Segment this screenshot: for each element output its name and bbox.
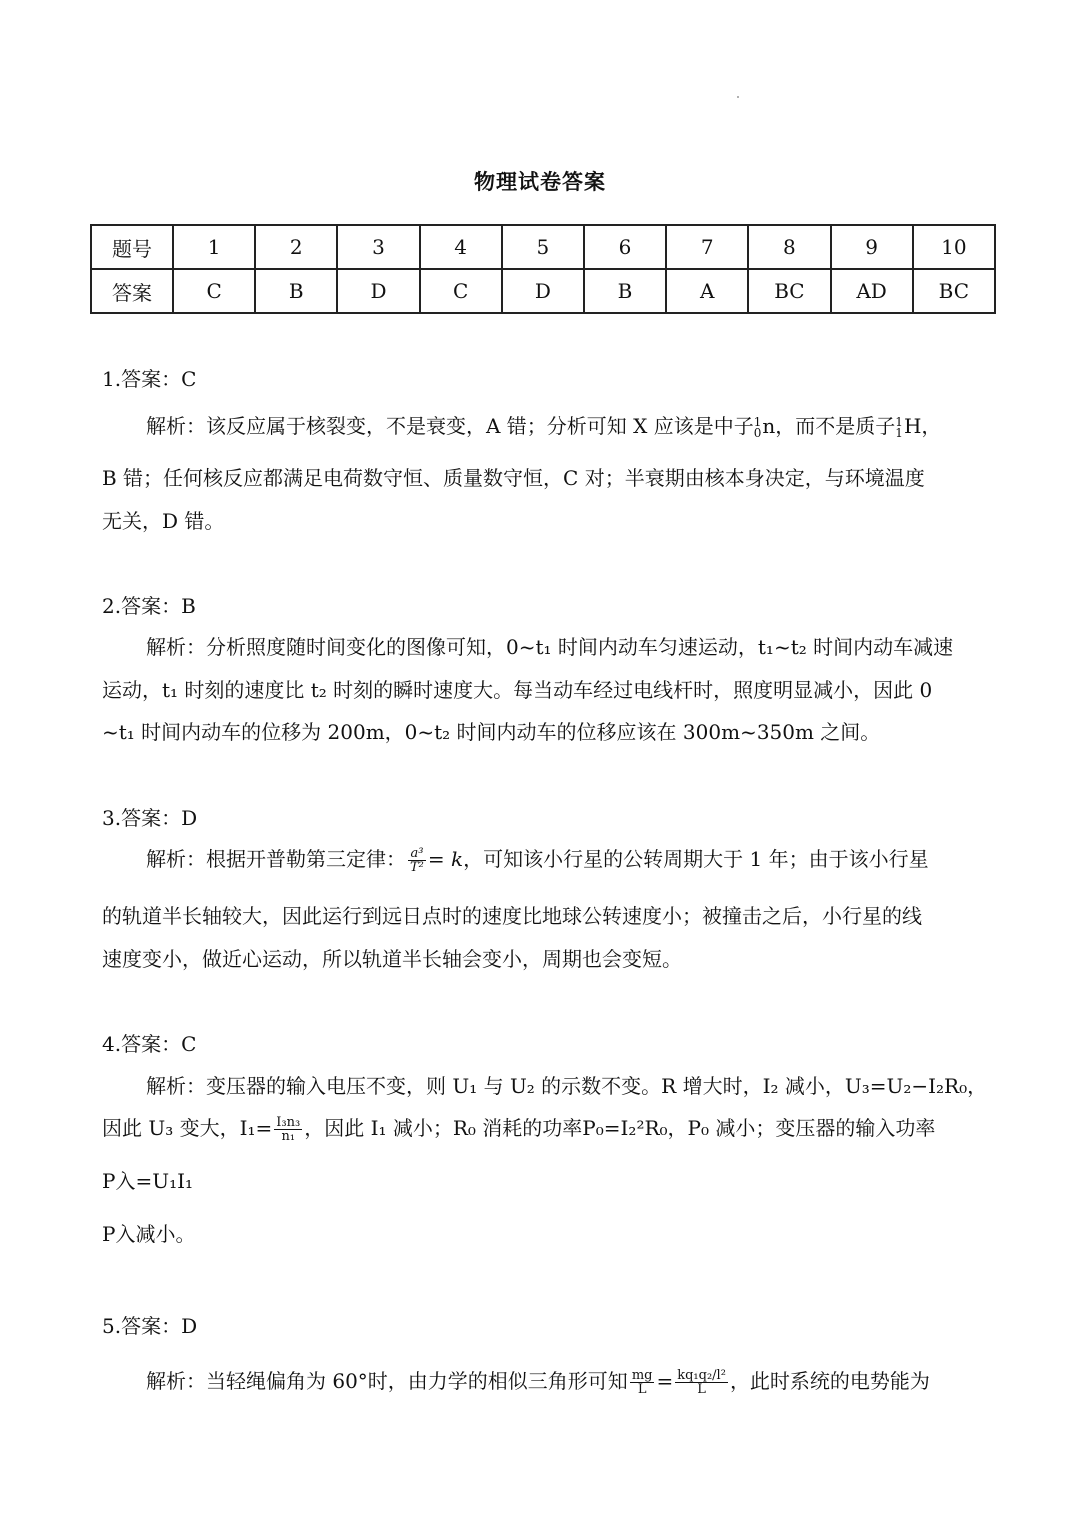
force-fraction: $\frac{mg}{L}$ [631, 1368, 653, 1397]
q5-text: 解析：当轻绳偏角为 60°时，由力学的相似三角形可知 [146, 1369, 628, 1393]
q4-text: ，P₀ 减小；变压器的输入功率 [667, 1116, 936, 1140]
answer-table [90, 224, 996, 314]
q4-heading: 4.答案：C [102, 1032, 197, 1056]
table-cell: 6 [584, 225, 666, 269]
q1-text: 解析：该反应属于核裂变，不是衰变，A 错；分析可知 X 应该是中子 [146, 414, 754, 438]
q4-text: 因此 U₃ 变大， [102, 1116, 240, 1140]
table-cell: AD [831, 269, 913, 313]
q2-heading: 2.答案：B [102, 594, 196, 618]
proton-notation: 1 1 [895, 414, 903, 440]
q3-text: 解析：根据开普勒第三定律： [146, 847, 406, 871]
q1-line-2: B 错；任何核反应都满足电荷数守恒、质量数守恒，C 对；半衰期由核本身决定，与环境温度 [102, 466, 925, 490]
question-number-row [91, 225, 995, 269]
row-label-number: 题号 [91, 225, 173, 269]
q5-heading: 5.答案：D [102, 1314, 198, 1338]
table-cell: BC [748, 269, 830, 313]
table-cell: 1 [173, 225, 255, 269]
table-cell: BC [913, 269, 995, 313]
q4-line-3: P入=U₁I₁ [102, 1169, 194, 1193]
neutron-symbol: n [762, 414, 776, 438]
q2-line-1: 解析：分析照度随时间变化的图像可知，0~t₁ 时间内动车匀速运动，t₁~t₂ 时间内动车减速 [146, 635, 954, 659]
scan-speck [737, 96, 739, 98]
q3-text: ，可知该小行星的公转周期大于 1 年；由于该小行星 [463, 847, 929, 871]
q1-line-1 [146, 410, 941, 439]
table-cell: 10 [913, 225, 995, 269]
table-cell: 4 [420, 225, 502, 269]
table-cell: B [584, 269, 666, 313]
q1-heading: 1.答案：C [102, 367, 197, 391]
table-cell: 8 [748, 225, 830, 269]
q4-text: ，因此 I₁ 减小；R₀ 消耗的功率 [304, 1116, 583, 1140]
table-cell: D [337, 269, 419, 313]
q5-line-1 [146, 1365, 930, 1396]
coulomb-fraction: $\frac{\text{kq₁q₂/l²}}{L}$ [677, 1368, 726, 1397]
table-cell: A [666, 269, 748, 313]
q1-text: ，而不是质子 [775, 414, 896, 438]
table-cell: 7 [666, 225, 748, 269]
table-cell: 2 [255, 225, 337, 269]
table-cell: B [255, 269, 337, 313]
answer-row [91, 269, 995, 313]
q3-line-2: 的轨道半长轴较大，因此运行到远日点时的速度比地球公转速度小；被撞击之后，小行星的线 [102, 904, 922, 928]
table-cell: 9 [831, 225, 913, 269]
page-title: 物理试卷答案 [474, 169, 606, 194]
table-cell: C [420, 269, 502, 313]
proton-symbol: H， [903, 414, 942, 438]
q3-heading: 3.答案：D [102, 806, 198, 830]
power-formula: P₀=I₂²R₀ [582, 1116, 668, 1140]
q4-line-4: P入减小。 [102, 1222, 196, 1246]
kepler-rhs: = k [427, 847, 464, 871]
q4-line-1: 解析：变压器的输入电压不变，则 U₁ 与 U₂ 的示数不变。R 增大时，I₂ 减小，U₃=U₂−I₂R₀， [146, 1074, 988, 1098]
q3-line-1 [146, 843, 929, 874]
q2-line-3: ~t₁ 时间内动车的位移为 200m，0~t₂ 时间内动车的位移应该在 300m~350m 之间。 [102, 720, 881, 744]
table-cell: 3 [337, 225, 419, 269]
q1-line-3: 无关，D 错。 [102, 509, 225, 533]
table-cell: 5 [502, 225, 584, 269]
kepler-fraction: $\frac{\text{a³}}{\text{T²}}$ [410, 846, 424, 875]
q4-line-2 [102, 1112, 935, 1143]
table-cell: C [173, 269, 255, 313]
row-label-answer: 答案 [91, 269, 173, 313]
q3-line-3: 速度变小，做近心运动，所以轨道半长轴会变小，周期也会变短。 [102, 947, 682, 971]
current-eq-lhs: I₁= [239, 1116, 273, 1140]
q2-line-2: 运动，t₁ 时刻的速度比 t₂ 时刻的瞬时速度大。每当动车经过电线杆时，照度明显减小，因此 0 [102, 678, 933, 702]
current-fraction: $\frac{\text{I₃n₃}}{\text{n₁}}$ [276, 1115, 301, 1144]
neutron-notation: 1 0 [753, 414, 762, 440]
q5-text: ，此时系统的电势能为 [729, 1369, 930, 1393]
table-cell: D [502, 269, 584, 313]
equals-sign: = [656, 1369, 674, 1393]
